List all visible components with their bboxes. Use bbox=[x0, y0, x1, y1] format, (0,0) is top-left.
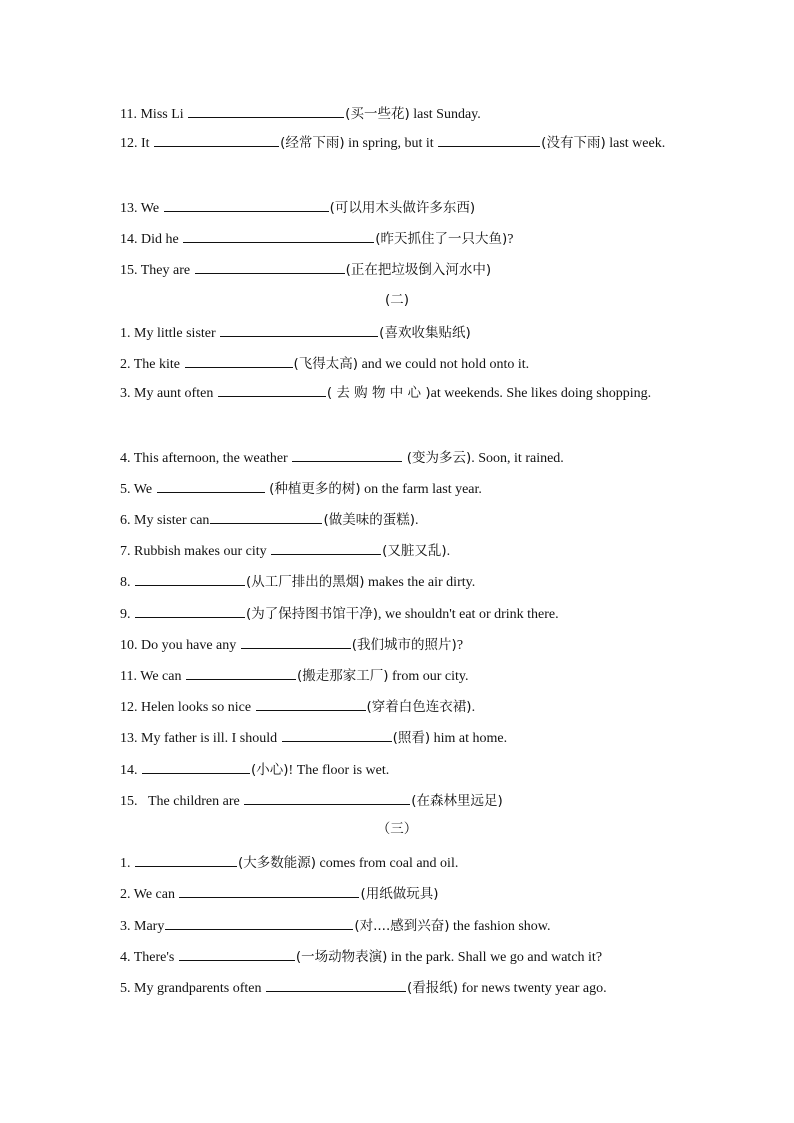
exercise-item bbox=[120, 198, 672, 217]
item-hint: (搬走那家工厂) bbox=[296, 668, 389, 684]
item-prompt: Did he bbox=[141, 232, 179, 247]
answer-blank[interactable] bbox=[183, 229, 374, 243]
exercise-item bbox=[120, 260, 672, 279]
exercise-item bbox=[120, 853, 672, 872]
item-suffix: makes the air dirty. bbox=[364, 575, 476, 590]
item-hint: (对....感到兴奋) bbox=[354, 918, 450, 934]
item-hint: (买一些花) bbox=[345, 106, 410, 122]
item-number: 14. bbox=[120, 763, 138, 778]
item-prompt: This afternoon, the weather bbox=[133, 451, 288, 466]
item-suffix: last week. bbox=[605, 136, 666, 151]
item-prompt: We can bbox=[140, 669, 182, 684]
exercise-item bbox=[120, 884, 672, 903]
item-prompt: We can bbox=[133, 887, 175, 902]
item-prompt: My little sister bbox=[134, 326, 216, 341]
item-prompt: My grandparents often bbox=[134, 981, 262, 996]
exercise-item bbox=[120, 128, 672, 159]
item-suffix: the fashion show. bbox=[449, 919, 551, 934]
item-hint: (看报纸) bbox=[407, 980, 459, 996]
answer-blank[interactable] bbox=[256, 697, 366, 711]
answer-blank[interactable] bbox=[179, 947, 295, 961]
exercise-item bbox=[120, 541, 672, 560]
exercise-item bbox=[120, 916, 672, 935]
answer-blank[interactable] bbox=[210, 510, 322, 524]
item-hint: (从工厂排出的黑烟) bbox=[246, 574, 365, 590]
item-number: 3. bbox=[120, 919, 131, 934]
item-prompt: My aunt often bbox=[134, 386, 214, 401]
exercise-item bbox=[120, 697, 672, 716]
item-prompt: Do you have any bbox=[141, 638, 237, 653]
item-hint: (为了保持图书馆干净) bbox=[246, 606, 379, 622]
item-number: 2. bbox=[120, 887, 131, 902]
item-suffix: in spring, but it bbox=[344, 136, 438, 151]
exercise-item bbox=[120, 448, 672, 467]
item-hint: (飞得太高) bbox=[293, 356, 359, 372]
item-suffix: . bbox=[471, 700, 476, 715]
item-suffix: him at home. bbox=[430, 731, 508, 746]
item-suffix: on the farm last year. bbox=[360, 482, 482, 497]
exercise-item bbox=[120, 354, 672, 373]
item-number: 11. bbox=[120, 107, 137, 122]
answer-blank[interactable] bbox=[241, 635, 351, 649]
item-hint: (做美味的蛋糕) bbox=[323, 512, 415, 528]
exercise-item bbox=[120, 760, 672, 779]
answer-blank[interactable] bbox=[135, 604, 245, 618]
item-hint: (小心) bbox=[251, 762, 289, 778]
item-suffix: and we could not hold onto it. bbox=[358, 357, 530, 372]
item-prompt: My sister can bbox=[134, 513, 210, 528]
answer-blank[interactable] bbox=[438, 133, 540, 147]
item-number: 1. bbox=[120, 326, 131, 341]
item-number: 12. bbox=[120, 136, 138, 151]
answer-blank[interactable] bbox=[164, 198, 329, 212]
item-number: 8. bbox=[120, 575, 131, 590]
item-hint: (没有下雨) bbox=[541, 135, 606, 151]
section-heading: （三） bbox=[376, 821, 418, 837]
item-number: 4. bbox=[120, 451, 131, 466]
item-number: 15. bbox=[120, 794, 138, 809]
item-hint: (种植更多的树) bbox=[269, 481, 361, 497]
item-prompt: The children are bbox=[148, 794, 240, 809]
answer-blank[interactable] bbox=[220, 323, 378, 337]
answer-blank[interactable] bbox=[271, 541, 381, 555]
item-hint: ( 去 购 物 中 心 ) bbox=[326, 385, 431, 401]
exercise-item bbox=[120, 572, 672, 591]
item-prompt: Miss Li bbox=[140, 107, 184, 122]
answer-blank[interactable] bbox=[282, 728, 392, 742]
item-prompt: Rubbish makes our city bbox=[134, 544, 267, 559]
item-hint: (昨天抓住了一只大鱼) bbox=[375, 231, 508, 247]
item-number: 12. bbox=[120, 700, 138, 715]
item-number: 7. bbox=[120, 544, 131, 559]
item-suffix: in the park. Shall we go and watch it? bbox=[387, 950, 603, 965]
item-number: 10. bbox=[120, 638, 138, 653]
item-number: 5. bbox=[120, 981, 131, 996]
item-hint: (又脏又乱) bbox=[382, 543, 447, 559]
answer-blank[interactable] bbox=[165, 916, 353, 930]
item-suffix: at weekends. She likes doing shopping. bbox=[430, 386, 652, 401]
item-suffix: ! The floor is wet. bbox=[288, 763, 390, 778]
item-hint: (喜欢收集贴纸) bbox=[379, 325, 471, 341]
item-hint: (可以用木头做许多东西) bbox=[329, 200, 476, 216]
item-suffix: . Soon, it rained. bbox=[471, 451, 564, 466]
item-hint: (穿着白色连衣裙) bbox=[366, 699, 472, 715]
answer-blank[interactable] bbox=[154, 133, 279, 147]
item-number: 5. bbox=[120, 482, 131, 497]
answer-blank[interactable] bbox=[292, 448, 402, 462]
item-hint: (用纸做玩具) bbox=[360, 886, 439, 902]
item-suffix: for news twenty year ago. bbox=[458, 981, 607, 996]
exercise-item bbox=[120, 978, 672, 997]
answer-blank[interactable] bbox=[188, 104, 344, 118]
answer-blank[interactable] bbox=[266, 978, 406, 992]
answer-blank[interactable] bbox=[244, 791, 410, 805]
item-prompt: It bbox=[141, 136, 150, 151]
item-number: 11. bbox=[120, 669, 137, 684]
exercise-item bbox=[120, 104, 672, 123]
item-number: 13. bbox=[120, 201, 138, 216]
answer-blank[interactable] bbox=[185, 354, 293, 368]
item-hint: (变为多云) bbox=[406, 450, 472, 466]
item-suffix: . bbox=[414, 513, 419, 528]
item-number: 4. bbox=[120, 950, 131, 965]
item-number: 14. bbox=[120, 232, 138, 247]
item-number: 2. bbox=[120, 357, 131, 372]
item-prompt: My father is ill. I should bbox=[141, 731, 278, 746]
item-hint: (在森林里远足) bbox=[411, 793, 503, 809]
item-prompt: We bbox=[133, 482, 153, 497]
answer-blank[interactable] bbox=[135, 572, 245, 586]
exercise-item bbox=[120, 510, 672, 529]
exercise-item bbox=[120, 378, 672, 409]
answer-blank[interactable] bbox=[157, 479, 265, 493]
item-hint: (照看) bbox=[392, 730, 431, 746]
item-hint: (我们城市的照片) bbox=[351, 637, 457, 653]
item-suffix: ? bbox=[507, 232, 514, 247]
item-number: 3. bbox=[120, 386, 131, 401]
exercise-item bbox=[120, 604, 672, 623]
item-suffix: last Sunday. bbox=[409, 107, 481, 122]
exercise-item bbox=[120, 791, 672, 810]
answer-blank[interactable] bbox=[142, 760, 250, 774]
section-heading: (二) bbox=[384, 292, 410, 308]
item-number: 13. bbox=[120, 731, 138, 746]
item-hint: (大多数能源) bbox=[238, 855, 317, 871]
item-hint: (一场动物表演) bbox=[295, 949, 388, 965]
item-prompt: Helen looks so nice bbox=[141, 700, 252, 715]
item-hint: (经常下雨) bbox=[280, 135, 345, 151]
exercise-item bbox=[120, 635, 672, 654]
item-suffix: , we shouldn't eat or drink there. bbox=[378, 607, 559, 622]
item-prompt: We bbox=[140, 201, 160, 216]
answer-blank[interactable] bbox=[186, 666, 296, 680]
item-number: 15. bbox=[120, 263, 138, 278]
item-number: 9. bbox=[120, 607, 131, 622]
item-prompt: There's bbox=[133, 950, 175, 965]
item-suffix: from our city. bbox=[388, 669, 469, 684]
item-suffix: . bbox=[446, 544, 451, 559]
item-prompt: Mary bbox=[134, 919, 165, 934]
item-number: 6. bbox=[120, 513, 131, 528]
item-suffix: ? bbox=[456, 638, 464, 653]
answer-blank[interactable] bbox=[218, 383, 326, 397]
exercise-item bbox=[120, 479, 672, 498]
answer-blank[interactable] bbox=[195, 260, 345, 274]
exercise-item bbox=[120, 229, 672, 248]
item-number: 1. bbox=[120, 856, 131, 871]
item-hint: (正在把垃圾倒入河水中) bbox=[345, 262, 492, 278]
answer-blank[interactable] bbox=[179, 884, 359, 898]
answer-blank[interactable] bbox=[135, 853, 237, 867]
item-prompt: They are bbox=[140, 263, 191, 278]
exercise-item bbox=[120, 666, 672, 685]
exercise-item bbox=[120, 728, 672, 747]
item-prompt: The kite bbox=[133, 357, 181, 372]
exercise-item bbox=[120, 947, 672, 966]
item-suffix: comes from coal and oil. bbox=[316, 856, 459, 871]
exercise-item bbox=[120, 323, 672, 342]
